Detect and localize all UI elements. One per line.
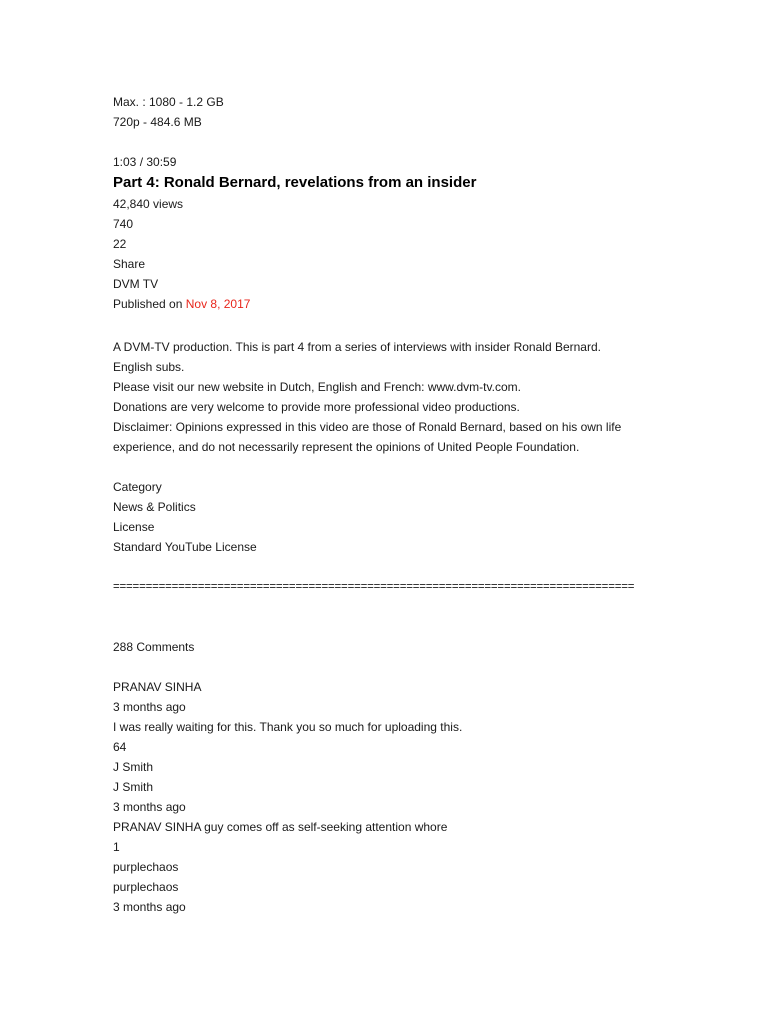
license-value: Standard YouTube License — [113, 540, 257, 554]
view-count: 42,840 views — [113, 197, 184, 211]
description-line: English subs. — [113, 360, 185, 374]
description-line: experience, and do not necessarily represent the opinions of United People Foundation. — [113, 440, 580, 454]
video-info — [113, 152, 658, 314]
license-label: License — [113, 520, 155, 534]
dislike-count: 22 — [113, 237, 127, 251]
category-value: News & Politics — [113, 500, 196, 514]
description-line: A DVM-TV production. This is part 4 from a series of interviews with insider Ronald Bernard. — [113, 340, 601, 354]
comment-likes: 1 — [113, 840, 120, 854]
player-time: 1:03 / 30:59 — [113, 155, 177, 169]
description — [113, 337, 658, 457]
comments-header — [113, 637, 658, 657]
comment-text: PRANAV SINHA guy comes off as self-seeking attention whore — [113, 820, 448, 834]
category-label: Category — [113, 480, 162, 494]
published-line — [113, 294, 658, 314]
published-date: Nov 8, 2017 — [185, 297, 251, 311]
share-text: Share — [113, 257, 146, 271]
published-label: Published on — [113, 297, 183, 311]
quality-720p: 720p - 484.6 MB — [113, 115, 202, 129]
comment-author: J Smith — [113, 760, 154, 774]
comment-author: J Smith — [113, 780, 154, 794]
quality-max: Max. : 1080 - 1.2 GB — [113, 95, 224, 109]
video-title: Part 4: Ronald Bernard, revelations from an insider — [113, 174, 477, 191]
like-count: 740 — [113, 217, 134, 231]
description-line: Please visit our new website in Dutch, English and French: www.dvm-tv.com. — [113, 380, 521, 394]
quality-options — [113, 92, 658, 132]
description-line: Donations are very welcome to provide more professional video productions. — [113, 400, 520, 414]
comment-time: 3 months ago — [113, 700, 186, 714]
description-line: Disclaimer: Opinions expressed in this video are those of Ronald Bernard, based on his own life — [113, 420, 622, 434]
comment-author: PRANAV SINHA — [113, 680, 202, 694]
video-meta — [113, 477, 658, 557]
comment-list — [113, 677, 658, 917]
comment-count: 288 Comments — [113, 640, 195, 654]
comment-text: I was really waiting for this. Thank you so much for uploading this. — [113, 720, 463, 734]
separator: ================================================================================ — [113, 581, 635, 593]
comment-time: 3 months ago — [113, 800, 186, 814]
comment-likes: 64 — [113, 740, 127, 754]
comment-time: 3 months ago — [113, 900, 186, 914]
comment-author: purplechaos — [113, 860, 179, 874]
channel-name: DVM TV — [113, 277, 159, 291]
comment-author: purplechaos — [113, 880, 179, 894]
